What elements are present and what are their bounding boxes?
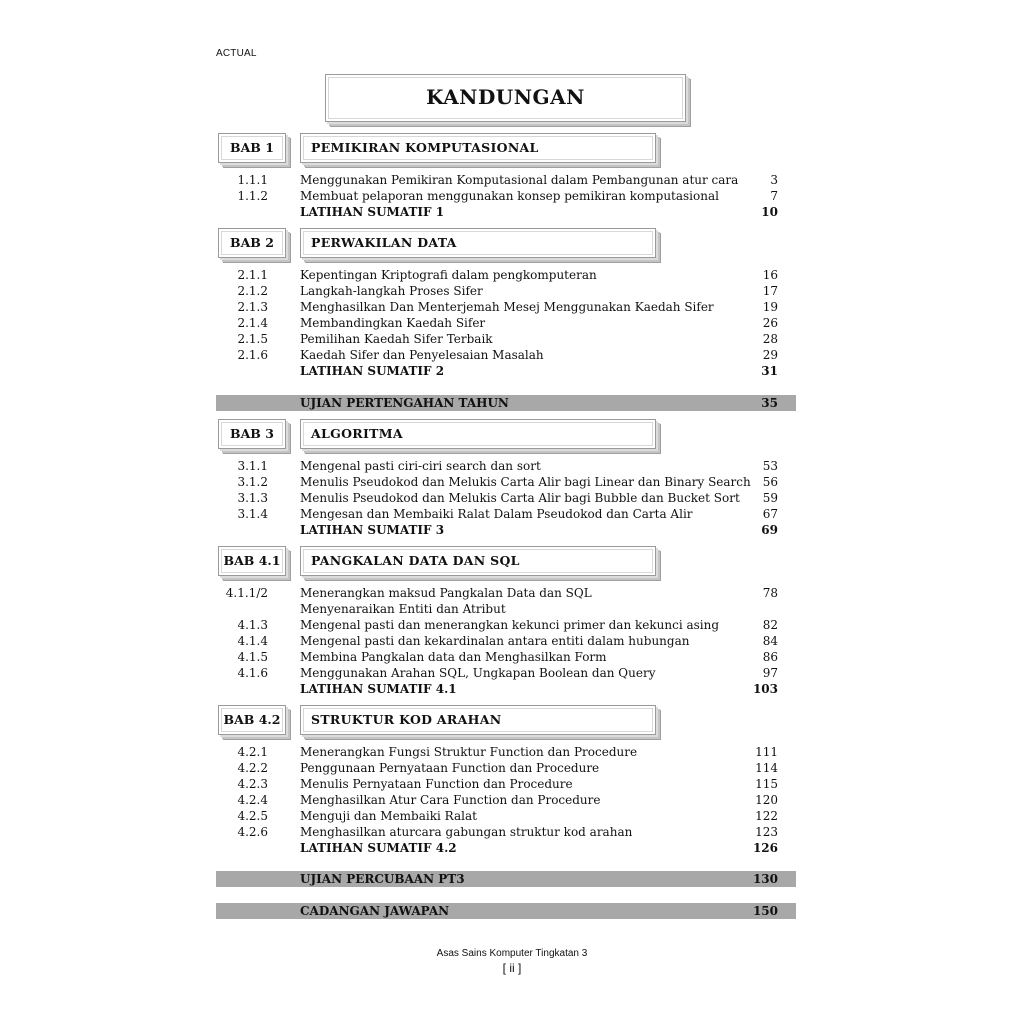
answers-bar-text: CADANGAN JAWAPAN <box>300 904 450 918</box>
page-title: KANDUNGAN <box>426 85 585 109</box>
toc-number: 4.1.1/2 <box>225 586 268 600</box>
toc-text: Mengenal pasti ciri-ciri search dan sort <box>300 459 541 473</box>
latihan-row[interactable] <box>216 681 796 697</box>
chapter-title: STRUKTUR KOD ARAHAN <box>311 712 502 727</box>
toc-number: 2.1.2 <box>237 284 268 298</box>
toc-page: 59 <box>762 491 778 505</box>
toc-number: 4.1.3 <box>237 618 268 632</box>
toc-page: 114 <box>755 761 778 775</box>
latihan-text: LATIHAN SUMATIF 2 <box>300 364 445 378</box>
toc-page: 82 <box>762 618 778 632</box>
toc-page: 28 <box>762 332 778 346</box>
chapter-label-box <box>218 133 286 163</box>
toc-number: 4.2.5 <box>237 809 268 823</box>
chapter-title-box <box>300 546 656 576</box>
toc-text: Langkah-langkah Proses Sifer <box>300 284 483 298</box>
toc-text: Mengenal pasti dan menerangkan kekunci primer dan kekunci asing <box>300 618 720 632</box>
chapter-label: BAB 4.1 <box>223 553 281 568</box>
toc-text: Menghasilkan aturcara gabungan struktur kod arahan <box>300 825 633 839</box>
latihan-row[interactable] <box>216 840 796 856</box>
toc-text: Mengenal pasti dan kekardinalan antara entiti dalam hubungan <box>300 634 690 648</box>
toc-text: Menghasilkan Dan Menterjemah Mesej Menggunakan Kaedah Sifer <box>300 300 714 314</box>
toc-row[interactable] <box>216 633 796 649</box>
chapter-label: BAB 2 <box>230 235 274 250</box>
toc-row[interactable] <box>216 808 796 824</box>
toc-page: 67 <box>762 507 778 521</box>
toc-text: Menggunakan Arahan SQL, Ungkapan Boolean dan Query <box>300 666 656 680</box>
exam-bar-text: UJIAN PERCUBAAN PT3 <box>300 872 465 886</box>
toc-page: 17 <box>762 284 778 298</box>
toc-page: 122 <box>755 809 778 823</box>
toc-text: Membuat pelaporan menggunakan konsep pemikiran komputasional <box>300 189 719 203</box>
toc-text: Menghasilkan Atur Cara Function dan Procedure <box>300 793 601 807</box>
toc-number: 4.2.1 <box>237 745 268 759</box>
toc-page: 7 <box>770 189 778 203</box>
latihan-page: 10 <box>761 205 778 219</box>
toc-row[interactable] <box>216 776 796 792</box>
chapter-title: PANGKALAN DATA DAN SQL <box>311 553 520 568</box>
toc-number: 4.2.2 <box>237 761 268 775</box>
toc-row[interactable] <box>216 506 796 522</box>
toc-page: 26 <box>762 316 778 330</box>
latihan-text: LATIHAN SUMATIF 3 <box>300 523 445 537</box>
latihan-page: 103 <box>752 682 778 696</box>
exam-bar[interactable] <box>216 395 796 411</box>
toc-row[interactable] <box>216 601 796 617</box>
toc-row[interactable] <box>216 760 796 776</box>
toc-number: 1.1.2 <box>237 189 268 203</box>
chapter-title: ALGORITMA <box>311 426 403 441</box>
exam-bar[interactable] <box>216 871 796 887</box>
title-box <box>325 74 686 122</box>
toc-number: 4.1.6 <box>237 666 268 680</box>
toc-text: Menulis Pseudokod dan Melukis Carta Alir bagi Bubble dan Bucket Sort <box>300 491 740 505</box>
toc-row[interactable] <box>216 188 796 204</box>
toc-text: Kepentingan Kriptografi dalam pengkomputeran <box>300 268 597 282</box>
toc-page: 3 <box>770 173 778 187</box>
chapter-title: PEMIKIRAN KOMPUTASIONAL <box>311 140 539 155</box>
toc-number: 3.1.3 <box>237 491 268 505</box>
toc-row[interactable] <box>216 267 796 283</box>
toc-row[interactable] <box>216 824 796 840</box>
toc-page: 111 <box>755 745 778 759</box>
toc-row[interactable] <box>216 172 796 188</box>
toc-page: 16 <box>762 268 778 282</box>
toc-text: Membandingkan Kaedah Sifer <box>300 316 486 330</box>
toc-page: 86 <box>762 650 778 664</box>
toc-row[interactable] <box>216 347 796 363</box>
toc-text: Menulis Pernyataan Function dan Procedure <box>300 777 573 791</box>
toc-number: 2.1.4 <box>237 316 268 330</box>
toc-row[interactable] <box>216 331 796 347</box>
answers-bar[interactable] <box>216 903 796 919</box>
toc-number: 2.1.5 <box>237 332 268 346</box>
chapter-label-box <box>218 419 286 449</box>
answers-bar-page: 150 <box>752 904 778 918</box>
exam-bar-page: 35 <box>761 396 778 410</box>
exam-bar-page: 130 <box>752 872 778 886</box>
chapter-label: BAB 4.2 <box>223 712 281 727</box>
toc-text: Menguji dan Membaiki Ralat <box>300 809 477 823</box>
latihan-text: LATIHAN SUMATIF 1 <box>300 205 445 219</box>
exam-bar-text: UJIAN PERTENGAHAN TAHUN <box>300 396 509 410</box>
toc-number: 3.1.2 <box>237 475 268 489</box>
toc-text: Pemilihan Kaedah Sifer Terbaik <box>300 332 493 346</box>
latihan-page: 126 <box>752 841 778 855</box>
header-tag: ACTUAL <box>216 48 257 59</box>
latihan-row[interactable] <box>216 522 796 538</box>
toc-number: 1.1.1 <box>237 173 268 187</box>
toc-text: Membina Pangkalan data dan Menghasilkan Form <box>300 650 607 664</box>
latihan-page: 31 <box>761 364 778 378</box>
toc-page: 56 <box>762 475 778 489</box>
toc-row[interactable] <box>216 649 796 665</box>
toc-row[interactable] <box>216 299 796 315</box>
toc-row[interactable] <box>216 474 796 490</box>
toc-number: 4.2.4 <box>237 793 268 807</box>
toc-page: 78 <box>762 586 778 600</box>
toc-row[interactable] <box>216 585 796 601</box>
toc-row[interactable] <box>216 458 796 474</box>
chapter-title-box <box>300 419 656 449</box>
toc-page: 84 <box>762 634 778 648</box>
toc-number: 4.2.6 <box>237 825 268 839</box>
toc-text: Menulis Pseudokod dan Melukis Carta Alir bagi Linear dan Binary Search <box>300 475 751 489</box>
toc-row[interactable] <box>216 283 796 299</box>
toc-number: 3.1.1 <box>237 459 268 473</box>
chapter-label-box <box>218 228 286 258</box>
chapter-label: BAB 3 <box>230 426 274 441</box>
toc-text: Mengesan dan Membaiki Ralat Dalam Pseudokod dan Carta Alir <box>300 507 693 521</box>
toc-page: 123 <box>755 825 778 839</box>
chapter-title-box <box>300 228 656 258</box>
chapter-title-box <box>300 705 656 735</box>
toc-row[interactable] <box>216 315 796 331</box>
toc-number: 2.1.6 <box>237 348 268 362</box>
toc-text: Menggunakan Pemikiran Komputasional dalam Pembangunan atur cara <box>300 173 739 187</box>
toc-number: 4.1.4 <box>237 634 268 648</box>
toc-row[interactable] <box>216 744 796 760</box>
chapter-title: PERWAKILAN DATA <box>311 235 457 250</box>
toc-text: Penggunaan Pernyataan Function dan Procedure <box>300 761 600 775</box>
footer-page-number: [ ii ] <box>502 961 522 975</box>
toc-row[interactable] <box>216 490 796 506</box>
latihan-row[interactable] <box>216 363 796 379</box>
toc-number: 2.1.1 <box>237 268 268 282</box>
footer-book-title: Asas Sains Komputer Tingkatan 3 <box>436 948 588 959</box>
toc-number: 4.1.5 <box>237 650 268 664</box>
toc-page: 115 <box>755 777 778 791</box>
toc-page: 19 <box>762 300 778 314</box>
toc-page: 97 <box>762 666 778 680</box>
toc-row[interactable] <box>216 665 796 681</box>
toc-row[interactable] <box>216 617 796 633</box>
latihan-page: 69 <box>761 523 778 537</box>
toc-page: 53 <box>762 459 778 473</box>
toc-number: 2.1.3 <box>237 300 268 314</box>
toc-text: Menerangkan maksud Pangkalan Data dan SQL <box>300 586 592 600</box>
toc-number: 3.1.4 <box>237 507 268 521</box>
toc-number: 4.2.3 <box>237 777 268 791</box>
chapter-label-box <box>218 705 286 735</box>
chapter-title-box <box>300 133 656 163</box>
toc-row[interactable] <box>216 792 796 808</box>
toc-text: Menyenaraikan Entiti dan Atribut <box>300 602 506 616</box>
toc-page: 29 <box>762 348 778 362</box>
chapter-label-box <box>218 546 286 576</box>
toc-text: Kaedah Sifer dan Penyelesaian Masalah <box>300 348 544 362</box>
latihan-text: LATIHAN SUMATIF 4.1 <box>300 682 457 696</box>
latihan-row[interactable] <box>216 204 796 220</box>
latihan-text: LATIHAN SUMATIF 4.2 <box>300 841 457 855</box>
toc-text: Menerangkan Fungsi Struktur Function dan Procedure <box>300 745 638 759</box>
toc-page: 120 <box>755 793 778 807</box>
chapter-label: BAB 1 <box>230 140 274 155</box>
